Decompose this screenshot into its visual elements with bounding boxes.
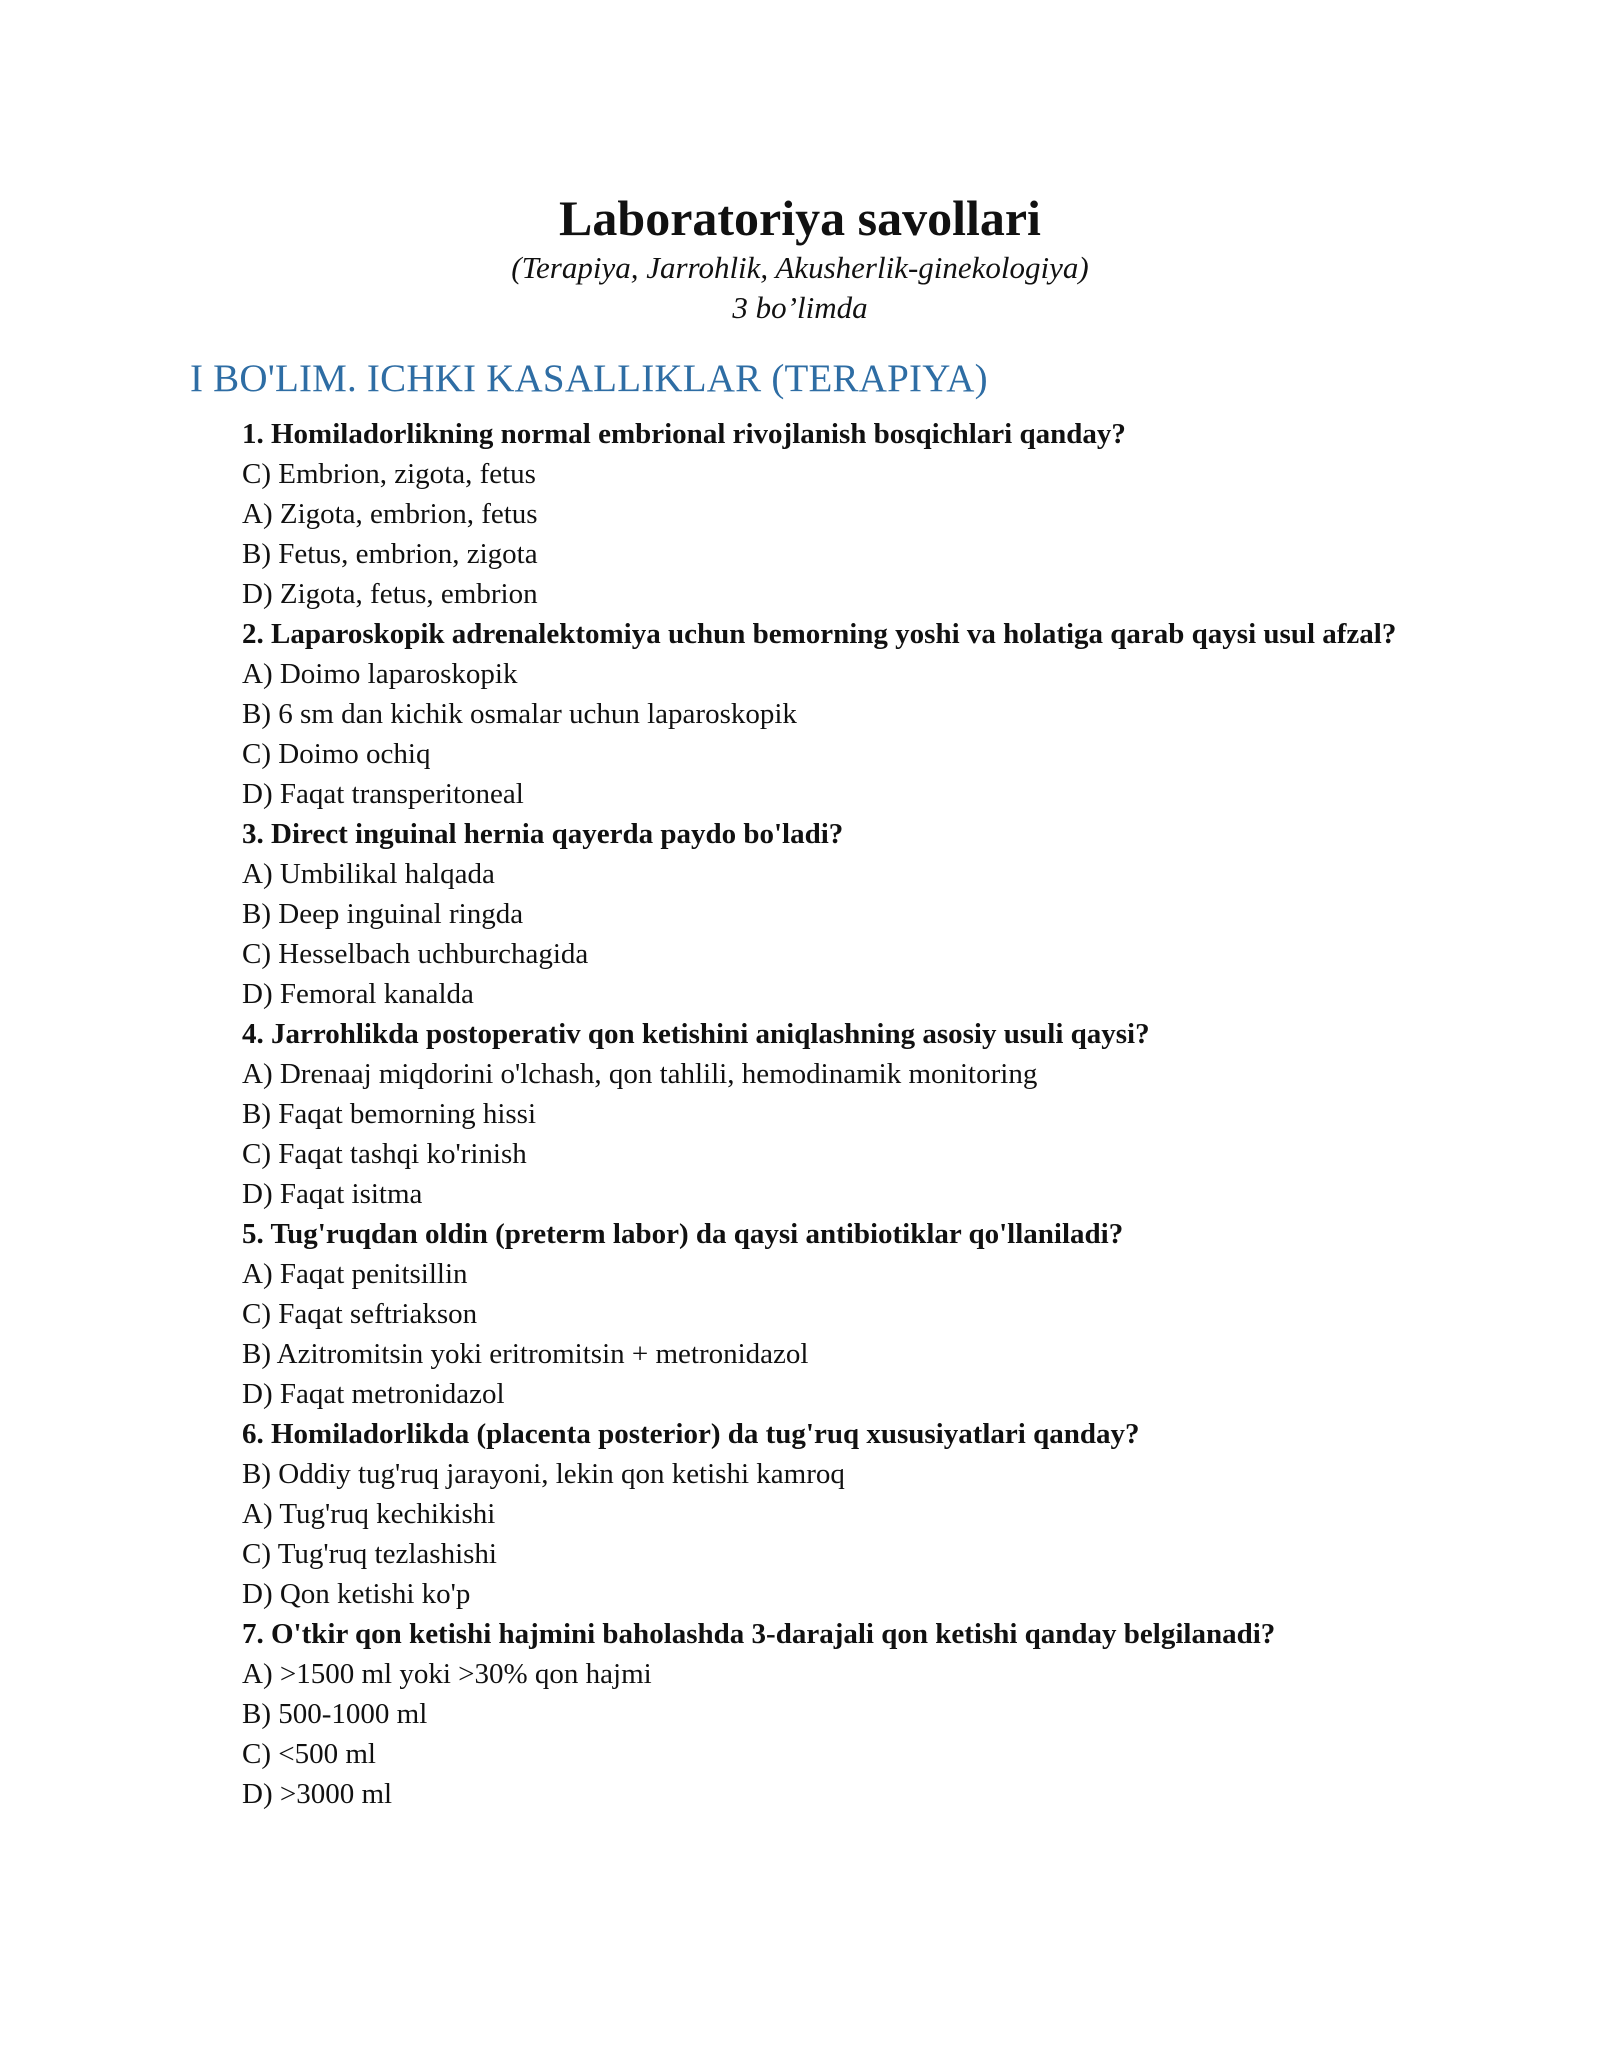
answer-options xyxy=(242,1054,1422,1214)
answer-option: C) Hesselbach uchburchagida xyxy=(242,938,589,970)
answer-options xyxy=(242,1454,1422,1614)
question-item xyxy=(242,1014,1422,1214)
answer-option: B) Oddiy tug'ruq jarayoni, lekin qon ketishi kamroq xyxy=(242,1458,845,1490)
answer-options xyxy=(242,654,1422,814)
answer-option: B) Faqat bemorning hissi xyxy=(242,1098,537,1130)
answer-option: C) Embrion, zigota, fetus xyxy=(242,458,536,490)
question-text: 3. Direct inguinal hernia qayerda paydo bo'ladi? xyxy=(242,818,844,850)
question-text: 5. Tug'ruqdan oldin (preterm labor) da qaysi antibiotiklar qo'llaniladi? xyxy=(242,1218,1124,1250)
answer-option: B) Deep inguinal ringda xyxy=(242,898,524,930)
document-title: Laboratoriya savollari xyxy=(559,190,1041,246)
question-text: 6. Homiladorlikda (placenta posterior) da tug'ruq xususiyatlari qanday? xyxy=(242,1418,1140,1450)
answer-option: D) Femoral kanalda xyxy=(242,978,474,1010)
answer-option: C) Tug'ruq tezlashishi xyxy=(242,1538,497,1570)
answer-option: A) Faqat penitsillin xyxy=(242,1258,468,1290)
question-list xyxy=(242,414,1422,1814)
answer-option: A) Umbilikal halqada xyxy=(242,858,495,890)
answer-option: D) Faqat transperitoneal xyxy=(242,778,524,810)
answer-option: A) >1500 ml yoki >30% qon hajmi xyxy=(242,1658,652,1690)
answer-option: A) Doimo laparoskopik xyxy=(242,658,518,690)
section-heading: I BO'LIM. ICHKI KASALLIKLAR (TERAPIYA) xyxy=(190,357,988,400)
question-text: 7. O'tkir qon ketishi hajmini baholashda 3-darajali qon ketishi qanday belgilanadi? xyxy=(242,1618,1276,1650)
answer-option: A) Drenaaj miqdorini o'lchash, qon tahlili, hemodinamik monitoring xyxy=(242,1058,1038,1090)
document-subtitle-sections: 3 bo’limda xyxy=(732,290,868,325)
answer-option: B) 500-1000 ml xyxy=(242,1698,428,1730)
answer-option: A) Zigota, embrion, fetus xyxy=(242,498,538,530)
answer-option: A) Tug'ruq kechikishi xyxy=(242,1498,496,1530)
question-item xyxy=(242,614,1422,814)
answer-option: B) 6 sm dan kichik osmalar uchun laparoskopik xyxy=(242,698,797,730)
answer-options xyxy=(242,1254,1422,1414)
answer-options xyxy=(242,1654,1422,1814)
question-item xyxy=(242,1214,1422,1414)
answer-option: C) Doimo ochiq xyxy=(242,738,431,770)
question-text: 1. Homiladorlikning normal embrional rivojlanish bosqichlari qanday? xyxy=(242,418,1126,450)
question-item xyxy=(242,1414,1422,1614)
answer-options xyxy=(242,454,1422,614)
answer-option: B) Azitromitsin yoki eritromitsin + metronidazol xyxy=(242,1338,809,1370)
answer-option: D) >3000 ml xyxy=(242,1778,393,1810)
answer-options xyxy=(242,854,1422,1014)
question-text: 4. Jarrohlikda postoperativ qon ketishini aniqlashning asosiy usuli qaysi? xyxy=(242,1018,1150,1050)
answer-option: D) Zigota, fetus, embrion xyxy=(242,578,538,610)
answer-option: D) Faqat isitma xyxy=(242,1178,423,1210)
answer-option: C) Faqat seftriakson xyxy=(242,1298,478,1330)
question-text: 2. Laparoskopik adrenalektomiya uchun bemorning yoshi va holatiga qarab qaysi usul afzal? xyxy=(242,618,1397,650)
answer-option: C) <500 ml xyxy=(242,1738,376,1770)
question-item xyxy=(242,1614,1422,1814)
document-subtitle-topics: (Terapiya, Jarrohlik, Akusherlik-ginekologiya) xyxy=(511,250,1089,285)
question-item xyxy=(242,814,1422,1014)
answer-option: D) Qon ketishi ko'p xyxy=(242,1578,471,1610)
answer-option: B) Fetus, embrion, zigota xyxy=(242,538,538,570)
answer-option: D) Faqat metronidazol xyxy=(242,1378,505,1410)
answer-option: C) Faqat tashqi ko'rinish xyxy=(242,1138,527,1170)
question-item xyxy=(242,414,1422,614)
